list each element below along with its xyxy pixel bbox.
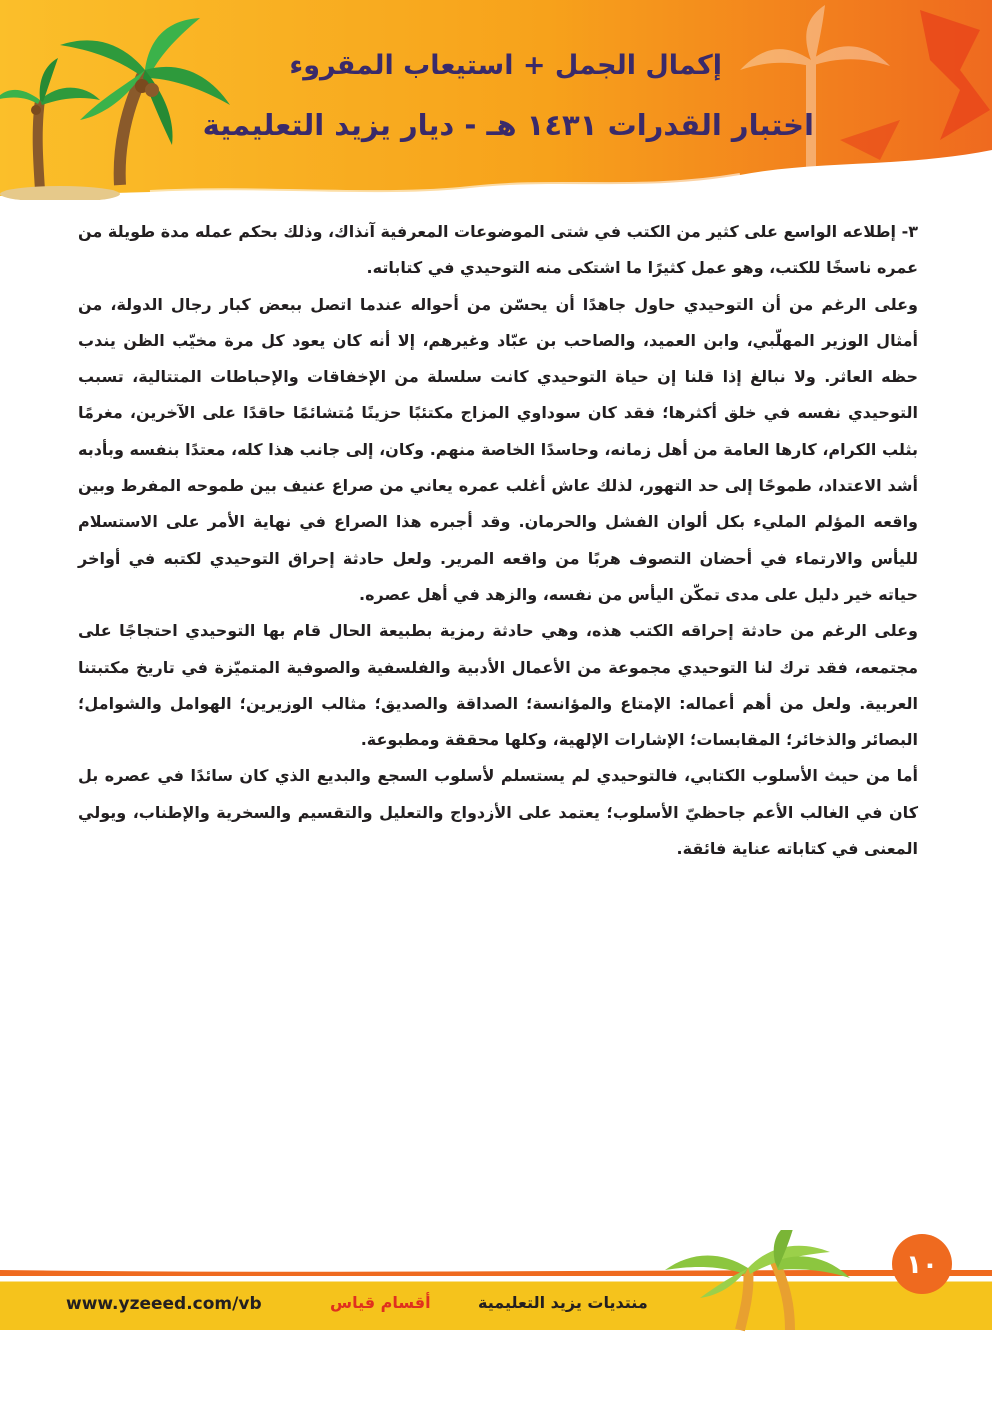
header-title: إكمال الجمل + استيعاب المقروء	[289, 50, 722, 81]
footer-art	[0, 1230, 992, 1350]
section-label: أقسام قياس	[330, 1293, 431, 1312]
page-number: ١٠	[906, 1250, 938, 1280]
forum-name: منتديات يزيد التعليمية	[478, 1293, 648, 1312]
website-link[interactable]: www.yzeeed.com/vb	[66, 1294, 262, 1314]
paragraph: وعلى الرغم من حادثة إحراقه الكتب هذه، وهي حادثة رمزية بطبيعة الحال قام بها التوحيدي احتجاجًا على مجتمعه، فقد ترك لنا التوحيدي مجموعة من الأعمال الأدبية والفلسفية والصوفية المتميّزة في تاريخ مكتبتنا العربية. ولعل من أهم أعماله: الإمتاع والمؤانسة؛ الصداقة والصديق؛ مثالب الوزيرين؛ الهوامل والشوامل؛ البصائر والذخائر؛ المقابسات؛ الإشارات الإلهية، وكلها محققة ومطبوعة.	[78, 621, 918, 750]
header-art	[0, 0, 992, 200]
paragraph: أما من حيث الأسلوب الكتابي، فالتوحيدي لم يستسلم لأسلوب السجع والبديع الذي كان سائدًا في عصره بل كان في الغالب الأعم جاحظيّ الأسلوب؛ يعتمد على الأزدواج والتعليل والتقسيم والسخرية والإطناب، ويولي المعنى في كتاباته عناية فائقة.	[78, 766, 918, 859]
footer	[0, 1230, 992, 1350]
paragraph: ٣- إطلاعه الواسع على كثير من الكتب في شتى الموضوعات المعرفية آنذاك، وذلك بحكم عمله مدة طويلة من عمره ناسخًا للكتب، وهو عمل كثيرًا ما اشتكى منه التوحيدي في كتاباته.	[78, 222, 918, 278]
paragraph: وعلى الرغم من أن التوحيدي حاول جاهدًا أن يحسّن من أحواله عندما اتصل ببعض كبار رجال الدولة، من أمثال الوزير المهلّبي، وابن العميد، والصاحب بن عبّاد وغيرهم، إلا أنه كان يعود كل مرة مخيّب الظن يندب حظه العاثر. ولا نبالغ إذا قلنا إن حياة التوحيدي كانت سلسلة من الإخفاقات والإحباطات المتتالية، تسبب التوحيدي نفسه في خلق أكثرها؛ فقد كان سوداوي المزاج مكتئبًا حزينًا مُتشائمًا حاقدًا على الآخرين، مغرمًا بثلب الكرام، كارها العامة من أهل زمانه، وحاسدًا الخاصة منهم. وكان، إلى جانب هذا كله، معتدًا بنفسه وبأدبه أشد الاعتداد، طموحًا إلى حد التهور، لذلك عاش أغلب عمره يعاني من صراع عنيف بين طموحه المفرط وبين واقعه المؤلم المليء بكل ألوان الفشل والحرمان. وقد أجبره هذا الصراع في نهاية الأمر على الاستسلام لليأس والارتماء في أحضان التصوف هربًا من واقعه المرير. ولعل حادثة إحراق التوحيدي لكتبه في أواخر حياته خير دليل على مدى تمكّن اليأس من نفسه، والزهد في أهل عصره.	[78, 294, 918, 604]
header-subtitle: اختبار القدرات ١٤٣١ هـ - ديار يزيد التعليمية	[202, 108, 814, 142]
article-body	[78, 214, 918, 867]
header-banner	[0, 0, 992, 200]
